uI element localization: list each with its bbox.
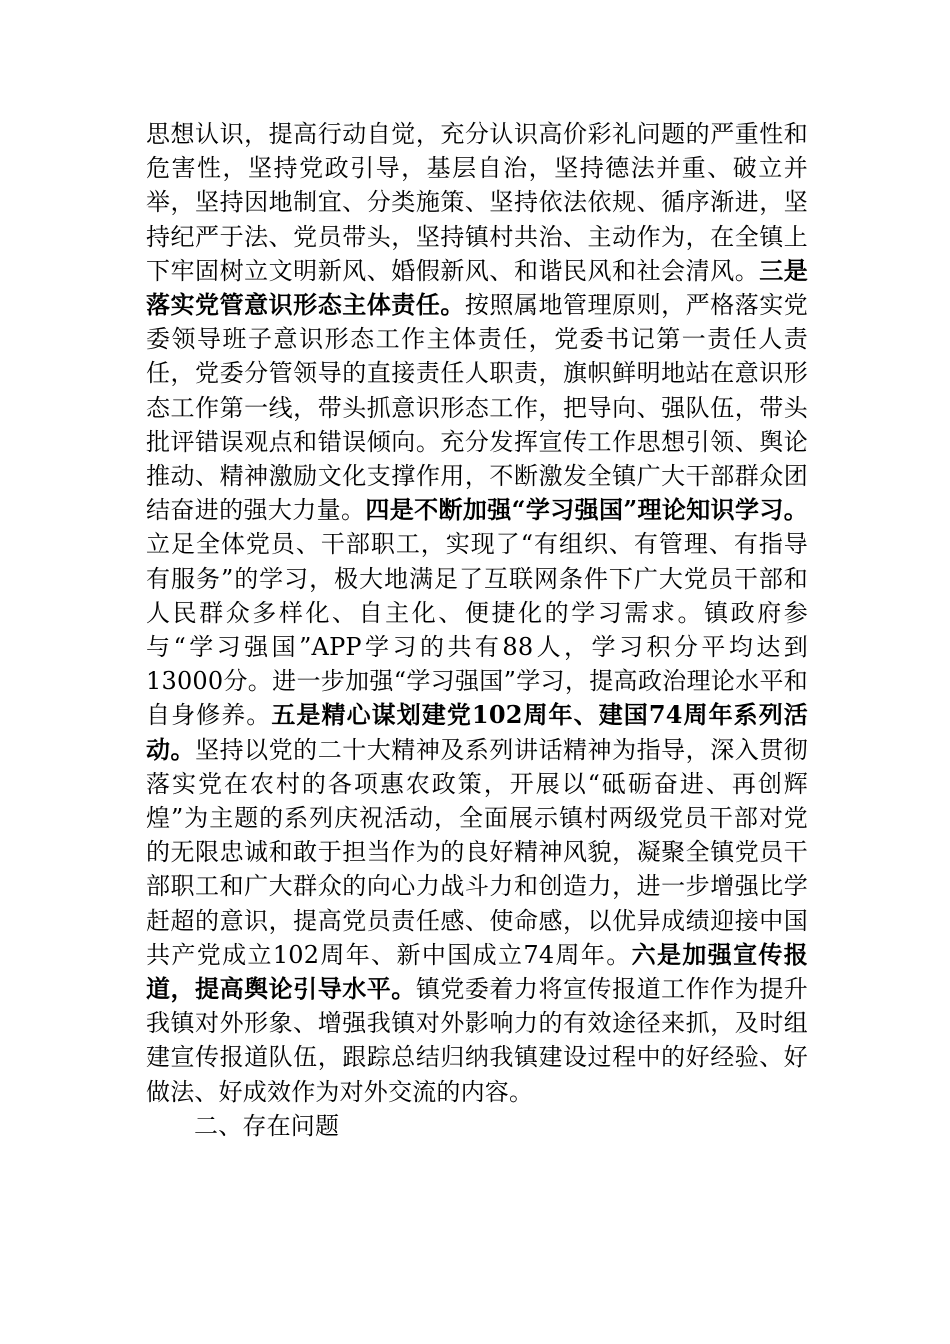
paragraph-run-2: 按照属地管理原则，严格落实党委领导班子意识形态工作主体责任，党委书记第一责任人责任，党委分管领导的直接责任人职责，旗帜鲜明地站在意识形态工作第一线，带头抓意识形态工作，把导向、强队伍，带头批评错误观点和错误倾向。充分发挥宣传工作思想引领、舆论推动、精神激励文化支撑作用，不断激发全镇广大干部群众团结奋进的强大力量。 (146, 291, 808, 525)
paragraph-run-3: 立足全体党员、干部职工，实现了“有组织、有管理、有指导有服务”的学习，极大地满足了互联网条件下广大党员干部和人民群众多样化、自主化、便捷化的学习需求。镇政府参与“学习强国”APP学习的共有88人，学习积分平均达到13000分。进一步加强“学习强国”学习，提高政治理论水平和自身修养。 (146, 530, 808, 730)
section-heading: 二、存在问题 (194, 1111, 340, 1140)
paragraph-run-5: 镇党委着力将宣传报道工作作为提升我镇对外形象、增强我镇对外影响力的有效途径来抓，及时组建宣传报道队伍，跟踪总结归纳我镇建设过程中的好经验、好做法、好成效作为对外交流的内容。 (146, 975, 809, 1106)
bold-run-point-five: 五是精心谋划建党102周年、建国74周年系列活动。 (146, 700, 808, 764)
paragraph-run-4: 坚持以党的二十大精神及系列讲话精神为指导，深入贯彻落实党在农村的各项惠农政策，开展以“砥砺奋进、再创辉煌”为主题的系列庆祝活动，全面展示镇村两级党员干部对党的无限忠诚和敢于担当作为的良好精神风貌，凝聚全镇党员干部职工和广大群众的向心力战斗力和创造力，进一步增强比学赶超的意识，提高党员责任感、使命感，以优异成绩迎接中国共产党成立102周年、新中国成立74周年。 (146, 735, 808, 969)
bold-run-point-three: 三是落实党管意识形态主体责任。 (146, 255, 808, 320)
bold-run-point-four: 四是不断加强“学习强国”理论知识学习。 (365, 495, 808, 525)
body-paragraph (146, 117, 808, 1109)
paragraph-run-1: 思想认识，提高行动自觉，充分认识高价彩礼问题的严重性和危害性，坚持党政引导，基层自治，坚持德法并重、破立并举，坚持因地制宜、分类施策、坚持依法依规、循序渐进，坚持纪严于法、党员带头，坚持镇村共治、主动作为，在全镇上下牢固树立文明新风、婚假新风、和谐民风和社会清风。 (146, 120, 808, 285)
document-body (146, 117, 808, 1143)
bold-run-point-six: 六是加强宣传报道，提高舆论引导水平。 (146, 939, 809, 1004)
